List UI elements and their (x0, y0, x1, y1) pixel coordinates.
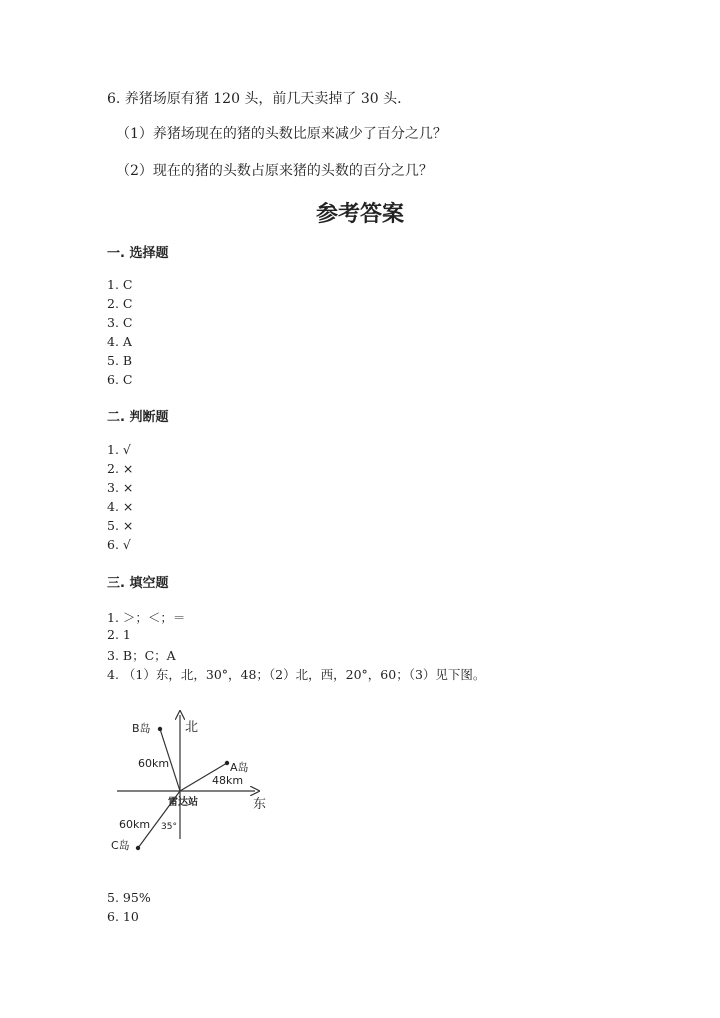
a-island-point (225, 761, 229, 765)
answers-title: 参考答案 (315, 201, 404, 227)
list-item: 6. √ (107, 537, 131, 552)
east-label: 东 (253, 797, 267, 812)
list-item: 4. （1）东，北，30°，48；（2）北，西，20°，60；（3）见下图。 (107, 667, 486, 682)
list-item: 4. A (107, 334, 132, 349)
section-title-judgement: 二. 判断题 (107, 410, 169, 425)
list-item: 6. 10 (107, 909, 139, 924)
section-title-choice: 一. 选择题 (107, 246, 169, 261)
question-stem: 6. 养猪场原有猪 120 头，前几天卖掉了 30 头. (107, 91, 402, 107)
list-item: 2. C (107, 296, 133, 311)
c-island-point (136, 846, 140, 850)
list-item: 1. ＞；＜；＝ (107, 610, 186, 625)
question-part-1: （1）养猪场现在的猪的头数比原来减少了百分之几？ (116, 126, 447, 142)
list-item: 5. 95% (107, 890, 151, 905)
radar-station-label: 雷达站 (168, 797, 198, 808)
c-distance-label: 60km (119, 818, 151, 831)
list-item: 1. √ (107, 442, 131, 457)
list-item: 1. C (107, 277, 133, 292)
list-item: 2. 1 (107, 627, 131, 642)
a-distance-label: 48km (212, 774, 244, 787)
list-item: 2. × (107, 461, 134, 476)
list-item: 5. × (107, 518, 134, 533)
c-island-label: C岛 (111, 839, 130, 852)
list-item: 5. B (107, 353, 133, 368)
direction-diagram (105, 705, 275, 855)
list-item: 3. B；C；A (107, 648, 176, 663)
list-item: 6. C (107, 372, 133, 387)
b-island-point (158, 727, 162, 731)
list-item: 3. C (107, 315, 133, 330)
north-label: 北 (185, 720, 199, 735)
a-island-label: A岛 (230, 761, 249, 774)
list-item: 3. × (107, 480, 134, 495)
question-part-2: （2）现在的猪的头数占原来猪的头数的百分之几？ (116, 163, 433, 179)
c-angle-label: 35° (161, 822, 177, 832)
section-title-fill-blank: 三. 填空题 (107, 576, 169, 591)
b-island-label: B岛 (132, 722, 151, 735)
b-distance-label: 60km (138, 757, 170, 770)
list-item: 4. × (107, 499, 134, 514)
